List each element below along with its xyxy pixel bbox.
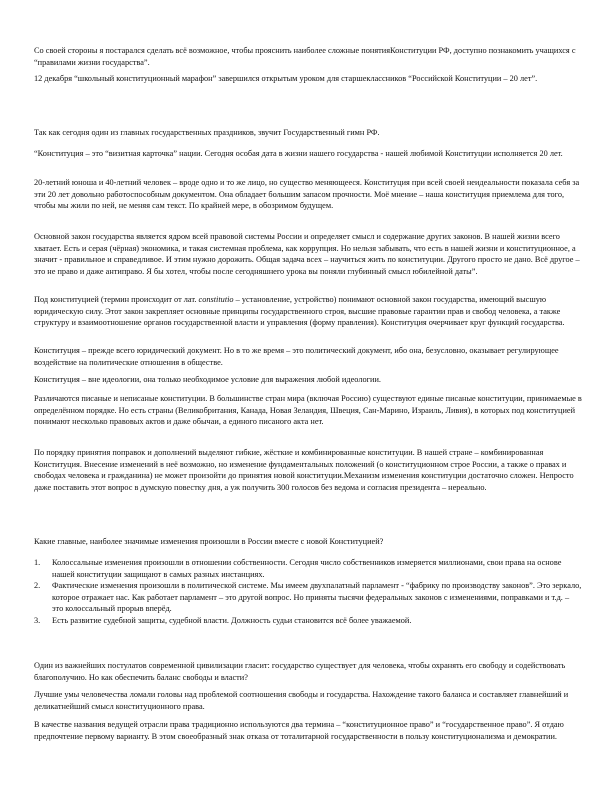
changes-list: [34, 557, 582, 627]
paragraph-amendments: По порядку принятия поправок и дополнений выделяют гибкие, жёсткие и комбинированные конституции. В нашей стране – комбинированная Конституция. Внесение изменений в неё возможно, но изменение фундаментальных положений (о конституционном строе России, а также о правах и свободах человека и гражданина) не может произойти до принятия новой конституции.Механизм изменения конституции достаточно сложен. Непросто даже поставить этот вопрос в думскую повестку дня, а уж получить 300 голосов без ведома и согласия президента – нереально.: [34, 448, 574, 492]
paragraph-definition: [34, 294, 582, 329]
list-item-number: 1.: [34, 558, 41, 567]
paragraph-marathon: 12 декабря “школьный конституционный марафон” завершился открытым уроком для старшеклассников “Российской Конституции – 20 лет”.: [34, 74, 538, 83]
paragraph-question: Какие главные, наиболее значимые изменения произошли в России вместе с новой Конституцией?: [34, 537, 384, 546]
list-item-number: 2.: [34, 581, 41, 591]
paragraph-visiting-card: “Конституция – это “визитная карточка” нации. Сегодня особая дата в жизни нашего государства - нашей любимой Конституции исполняется 20 лет.: [34, 149, 563, 158]
list-item-number: 3.: [34, 615, 41, 625]
paragraph-postulate: Один из важнейших постулатов современной цивилизации гласит: государство существует для человека, чтобы охранять его свободу и содействовать благополучию. Но как обеспечить баланс свободы и власти?: [34, 661, 566, 682]
paragraph-written-constitutions: Различаются писаные и неписаные конституции. В большинстве стран мира (включая Россию) существуют единые писаные конституции, принимаемые в определённом порядке. Но есть страны (Великобритания, Канада, Новая Зеландия, Швеция, Сан-Марино, Израиль, Ливия), в которых под конституцией понимают несколько правовых актов и даже обычаи, а единого писаного акта нет.: [34, 394, 582, 427]
list-item: [34, 580, 582, 615]
paragraph-basic-law: Основной закон государства является ядром всей правовой системы России и определяет смысл и содержание других законов. В нашей жизни всего хватает. Есть и серая (чёрная) экономика, и такая системная проблема, как коррупция. Но нельзя забывать, что есть в нашей жизни и конституционное, а значит - правильное и справедливое. И этим нужно дорожить. Общая задача всех – научиться жить по конституции. Другого просто не дано. Всё другое – это не право и даже антиправо. Я бы хотел, чтобы после сегодняшнего урока вы поняли глубинный смысл юбилейной даты”.: [34, 232, 580, 276]
list-item-text: Колоссальные изменения произошли в отношении собственности. Сегодня число собственников измеряется миллионами, свои права на основе нашей конституции защищают в самых разных инстанциях.: [52, 558, 562, 579]
paragraph-legal-document: Конституция – прежде всего юридический документ. Но в то же время – это политический документ, ибо она, безусловно, оказывает регулирующее воздействие на политические отношения в обществе.: [34, 346, 559, 367]
definition-text-rest: – установление, устройство) понимают основной закон государства, имеющий высшую юридическую силу. Этот закон закрепляет основные принципы государственного строя, высшие правовые гарантии прав и свобод человека, а также структуру и взаимоотношение органов государственной власти и управления (форму правления). Конституция очерчивает круг функций государства.: [34, 295, 565, 328]
paragraph-best-minds: Лучшие умы человечества ломали головы над проблемой соотношения свободы и государства. Нахождение такого баланса и составляет главнейший и деликатнейший смысл конституционного права.: [34, 690, 569, 711]
list-item-text: Есть развитие судебной защиты, судебной власти. Должность судьи становится всё более уважаемой.: [52, 615, 412, 625]
list-item-text: Фактические изменения произошли в политической системе. Мы имеем двухпалатный парламент - “фабрику по производству законов”. Это зеркало, которое отражает нас. Как работает парламент – это другой вопрос. Но приняты тысячи федеральных законов с изменениями, поправками и т.д. – это колоссальный прорыв вперёд.: [52, 581, 582, 614]
definition-text-start: Под конституцией (термин происходит от лат.: [34, 295, 197, 304]
paragraph-intro: Со своей стороны я постарался сделать всё возможное, чтобы прояснить наиболее сложные понятияКонституции РФ, доступно познакомить учащихся с “правилами жизни государства”.: [34, 46, 576, 67]
paragraph-terms: В качестве названия ведущей отрасли права традиционно используются два термина – “конституционное право” и “государственное право”. Я отдаю предпочтение первому варианту. В этом своеобразный знак отказа от тоталитарной государственности в пользу конституционализма и демократии.: [34, 720, 564, 741]
list-item: [34, 615, 582, 627]
paragraph-anthem: Так как сегодня один из главных государственных праздников, звучит Государственный гимн РФ.: [34, 128, 380, 137]
paragraph-ideology: Конституция – вне идеологии, она только необходимое условие для выражения любой идеологии.: [34, 375, 381, 384]
paragraph-twenty-years: 20-летний юноша и 40-летний человек – вроде одно и то же лицо, но существо меняющееся. Конституция при всей своей неидеальности показала себя за эти 20 лет довольно работоспособным документом. Она обладает большим запасом прочности. Моё мнение – наша конституция приемлема для того, чтобы мы жили по ней, не меняя сам текст. По крайней мере, в обозримом будущем.: [34, 178, 580, 211]
list-item: [34, 557, 582, 580]
definition-latin-term: constitutio: [198, 295, 234, 304]
